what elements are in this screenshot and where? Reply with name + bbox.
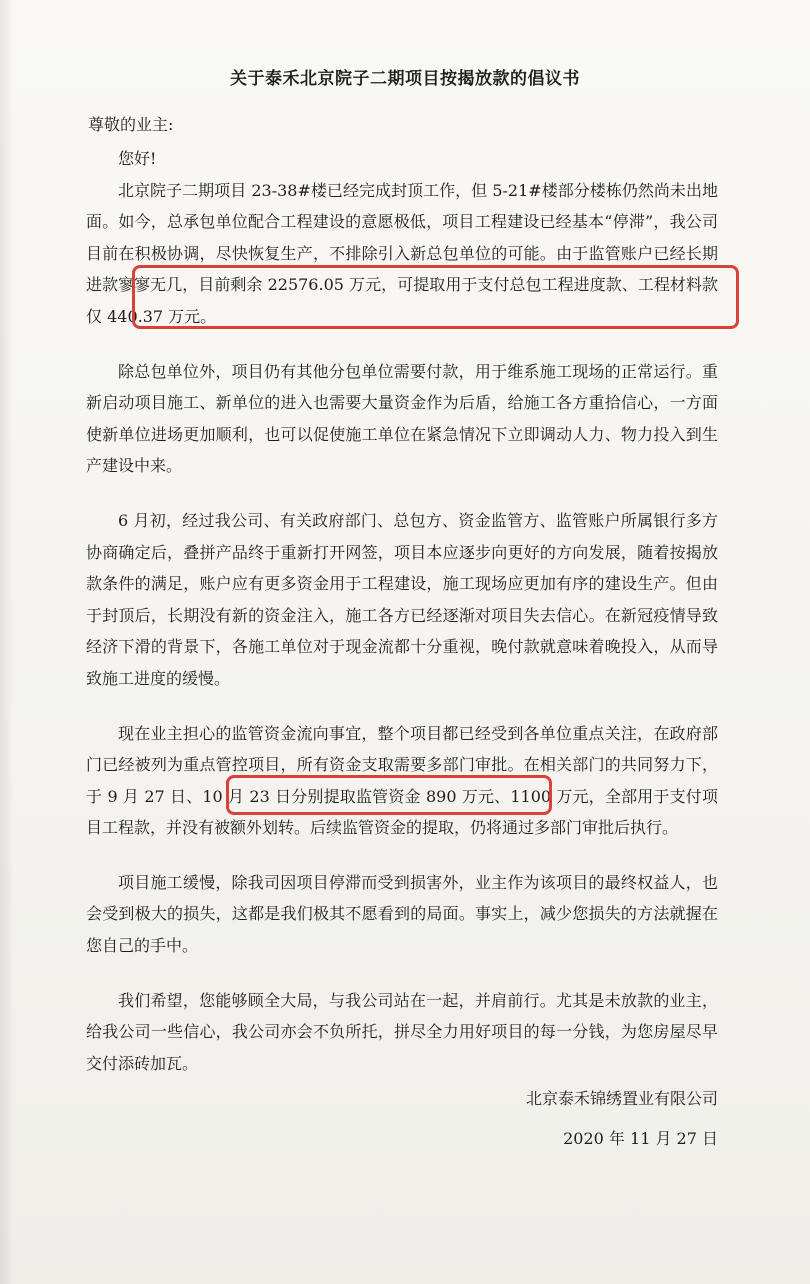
paragraph-6: 我们希望，您能够顾全大局，与我公司站在一起，并肩前行。尤其是未放款的业主，给我公司一些信心，我公司亦会不负所托，拼尽全力用好项目的每一分钱，为您房屋尽早交付添砖加瓦。 xyxy=(86,990,718,1073)
document-title: 关于泰禾北京院子二期项目按揭放款的倡议书 xyxy=(230,69,580,89)
page-edge-shadow xyxy=(0,0,14,1284)
paragraph-1: 北京院子二期项目 23-38#楼已经完成封顶工作，但 5-21#楼部分楼栋仍然尚未出地面。如今，总承包单位配合工程建设的意愿极低，项目工程建设已经基本“停滞”，我公司目前在积极协调，尽快恢复生产，不排除引入新总包单位的可能。由于监管账户已经长期进款寥寥无几，目前剩余 22576.05 万元，可提取用于支付总包工程进度款、工程材料款仅 440.37 万元。 xyxy=(86,180,718,326)
document-date: 2020 年 11 月 27 日 xyxy=(563,1129,718,1148)
salutation: 尊敬的业主: xyxy=(88,115,174,134)
paragraph-2: 除总包单位外，项目仍有其他分包单位需要付款，用于维系施工现场的正常运行。重新启动项目施工、新单位的进入也需要大量资金作为后盾，给施工各方重拾信心，一方面使新单位进场更加顺利，也可以促使施工单位在紧急情况下立即调动人力、物力投入到生产建设中来。 xyxy=(86,361,718,476)
greeting: 您好! xyxy=(118,149,157,168)
body-text xyxy=(86,143,718,1102)
paragraph-3: 6 月初，经过我公司、有关政府部门、总包方、资金监管方、监管账户所属银行多方协商确定后，叠拼产品终于重新打开网签，项目本应逐步向更好的方向发展，随着按揭放款条件的满足，账户应有更多资金用于工程建设，施工现场应更加有序的建设生产。但由于封顶后，长期没有新的资金注入，施工各方已经逐渐对项目失去信心。在新冠疫情导致经济下滑的背景下，各施工单位对于现金流都十分重视，晚付款就意味着晚投入，从而导致施工进度的缓慢。 xyxy=(86,510,718,688)
paragraph-4: 现在业主担心的监管资金流向事宜，整个项目都已经受到各单位重点关注，在政府部门已经被列为重点管控项目，所有资金支取需要多部门审批。在相关部门的共同努力下，于 9 月 27 日、10 月 23 日分别提取监管资金 890 万元、1100 万元，全部用于支付项目工程款，并没有被额外划转。后续监管资金的提取，仍将通过多部门审批后执行。 xyxy=(86,723,718,838)
company-signature: 北京泰禾锦绣置业有限公司 xyxy=(525,1089,718,1108)
paragraph-5: 项目施工缓慢，除我司因项目停滞而受到损害外，业主作为该项目的最终权益人，也会受到极大的损失，这都是我们极其不愿看到的局面。事实上，减少您损失的方法就握在您自己的手中。 xyxy=(86,872,718,956)
